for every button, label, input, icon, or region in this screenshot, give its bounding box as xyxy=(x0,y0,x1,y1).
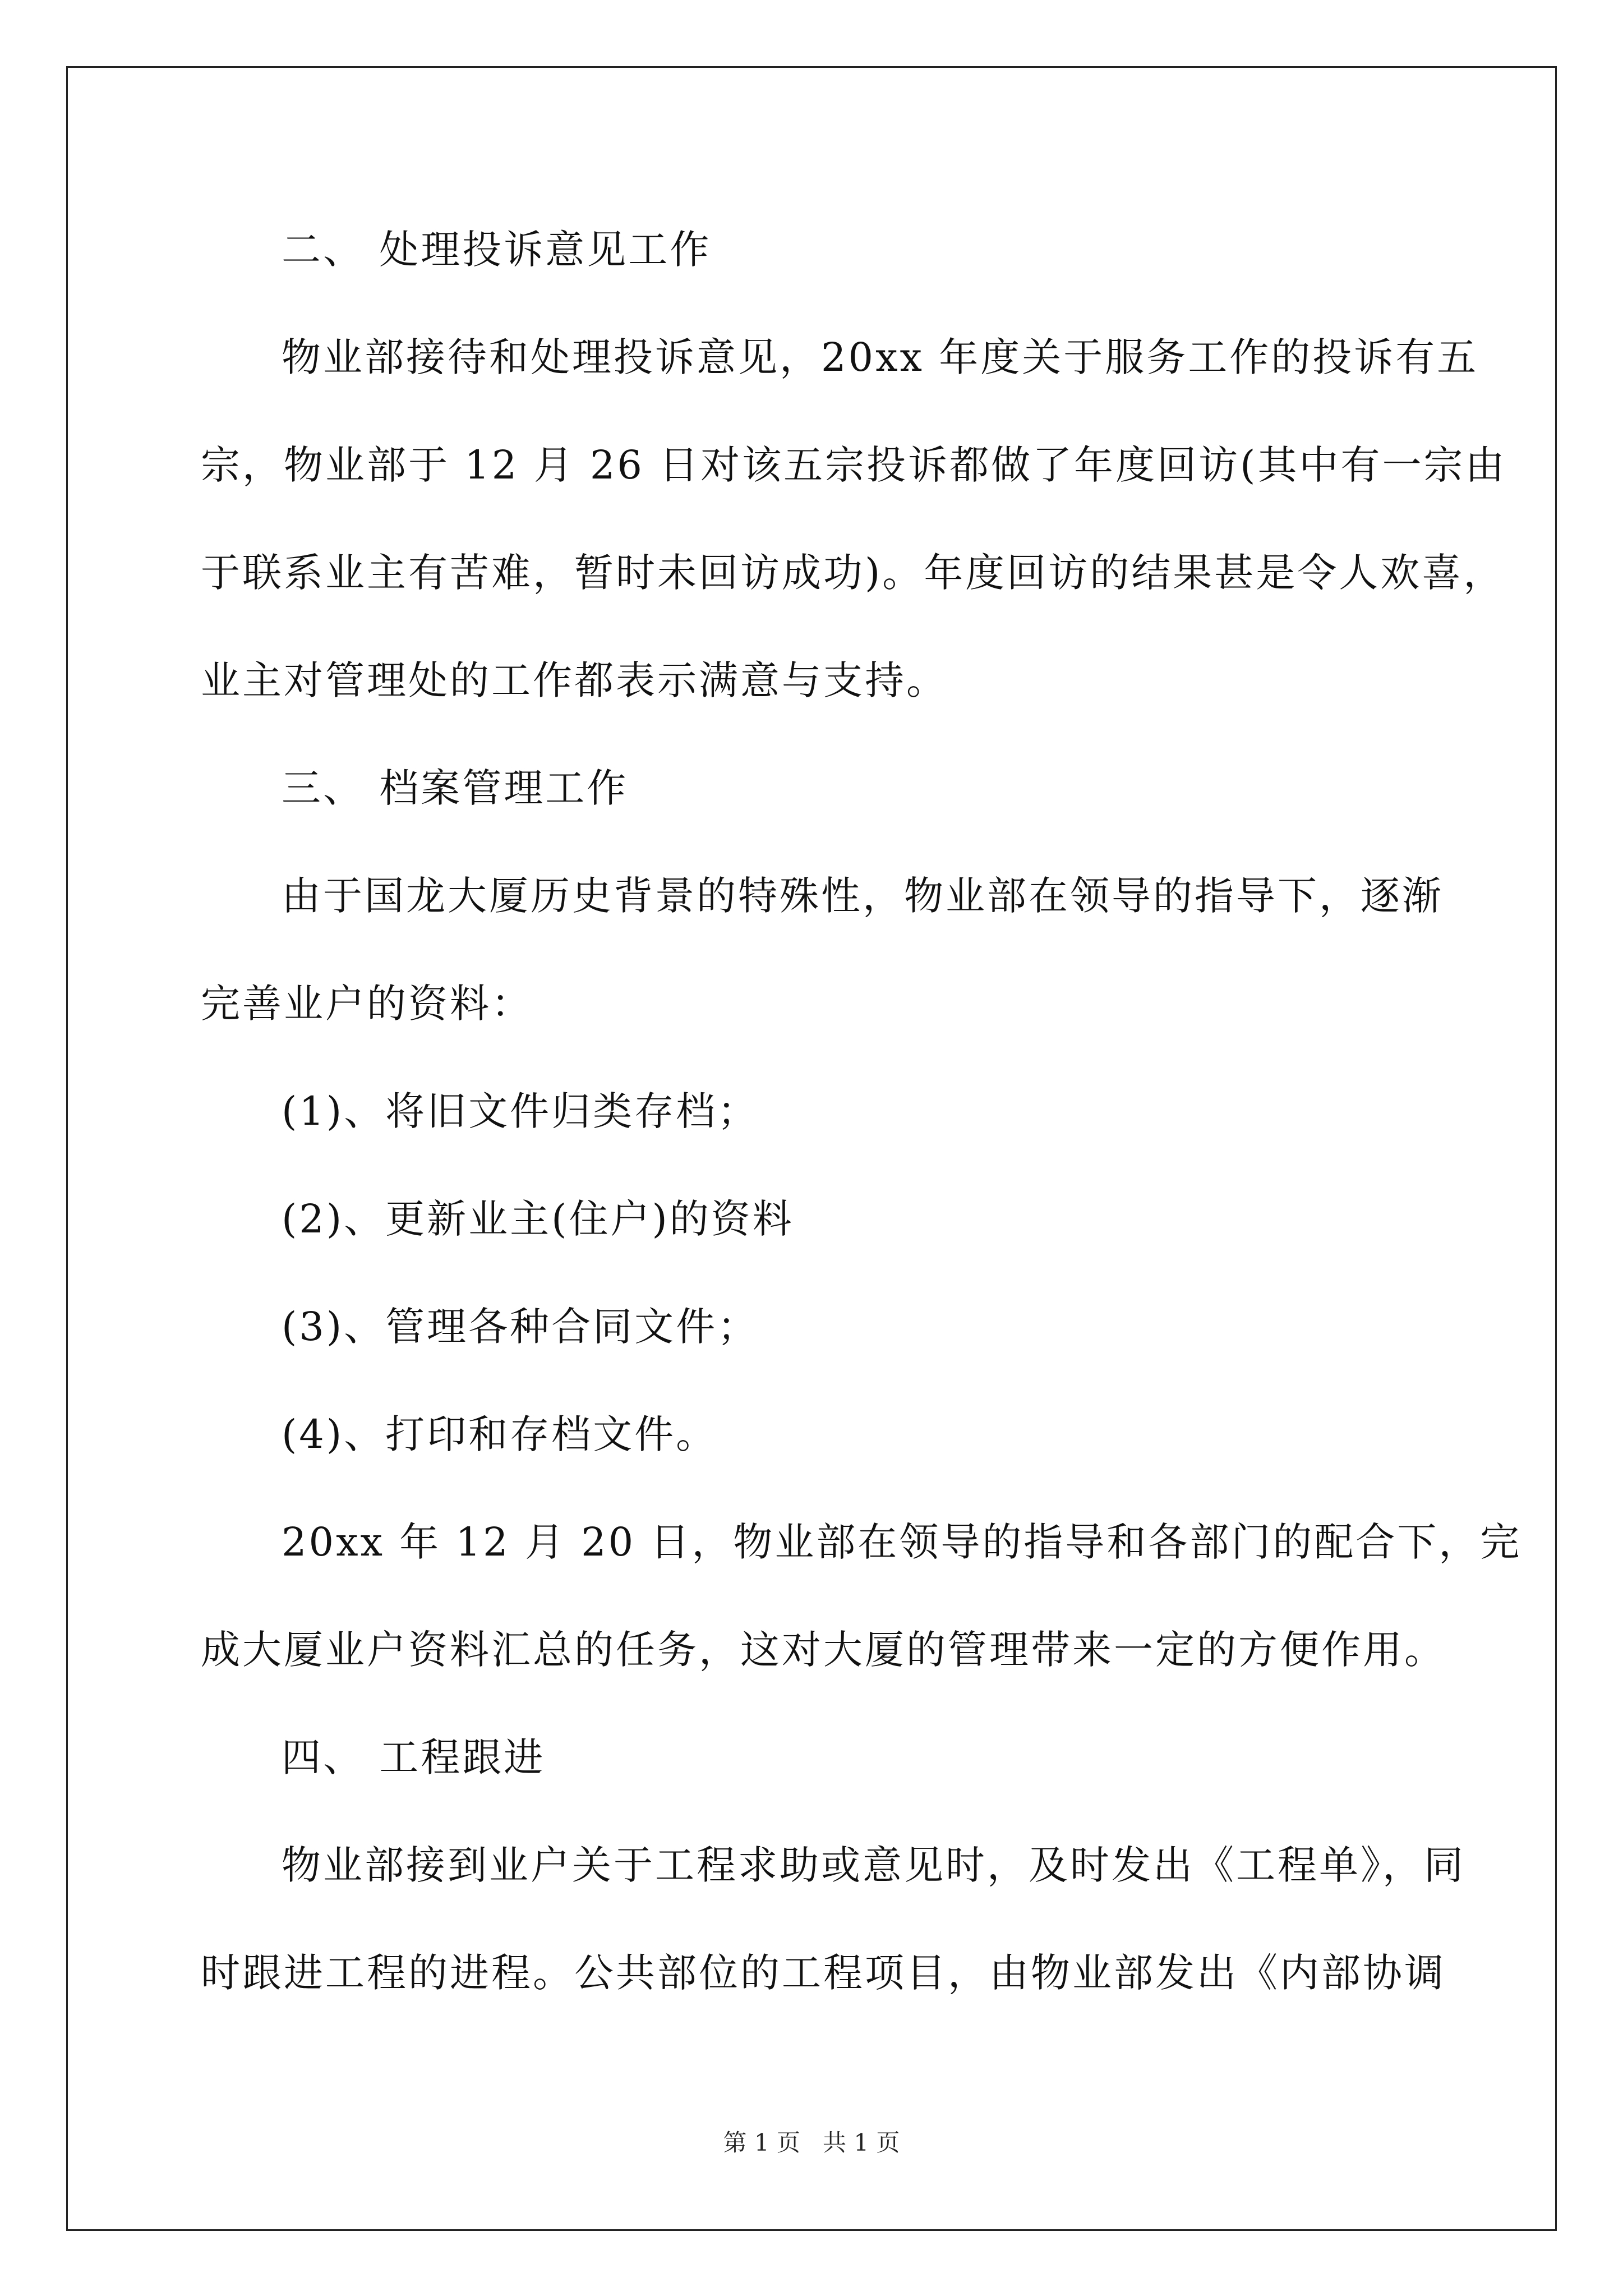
paragraph-line: 20xx 年 12 月 20 日，物业部在领导的指导和各部门的配合下，完 xyxy=(282,1519,1522,1565)
paragraph-line: 业主对管理处的工作都表示满意与支持。 xyxy=(201,657,948,703)
paragraph-line: 物业部接到业户关于工程求助或意见时，及时发出《工程单》，同 xyxy=(282,1842,1465,1888)
page-border xyxy=(66,66,1557,2231)
list-item: (1)、将旧文件归类存档； xyxy=(282,1088,759,1134)
paragraph-line: 由于国龙大厦历史背景的特殊性，物业部在领导的指导下，逐渐 xyxy=(282,873,1444,919)
list-item: (2)、更新业主(住户)的资料 xyxy=(282,1196,794,1242)
paragraph-line: 成大厦业户资料汇总的任务，这对大厦的管理带来一定的方便作用。 xyxy=(201,1627,1446,1673)
page-footer: 第 1 页 共 1 页 xyxy=(723,2129,900,2156)
paragraph-line: 物业部接待和处理投诉意见，20xx 年度关于服务工作的投诉有五 xyxy=(282,334,1479,380)
list-item: (3)、管理各种合同文件； xyxy=(282,1304,759,1350)
paragraph-line: 宗，物业部于 12 月 26 日对该五宗投诉都做了年度回访(其中有一宗由 xyxy=(201,442,1507,488)
paragraph-line: 时跟进工程的进程。公共部位的工程项目，由物业部发出《内部协调 xyxy=(201,1950,1446,1996)
paragraph-line: 完善业户的资料： xyxy=(201,981,533,1027)
paragraph-line: 于联系业主有苦难，暂时未回访成功)。年度回访的结果甚是令人欢喜， xyxy=(201,550,1505,596)
section-heading: 三、 档案管理工作 xyxy=(282,765,629,811)
section-heading: 四、 工程跟进 xyxy=(282,1734,546,1780)
list-item: (4)、打印和存档文件。 xyxy=(282,1411,718,1457)
section-heading: 二、 处理投诉意见工作 xyxy=(282,227,712,273)
